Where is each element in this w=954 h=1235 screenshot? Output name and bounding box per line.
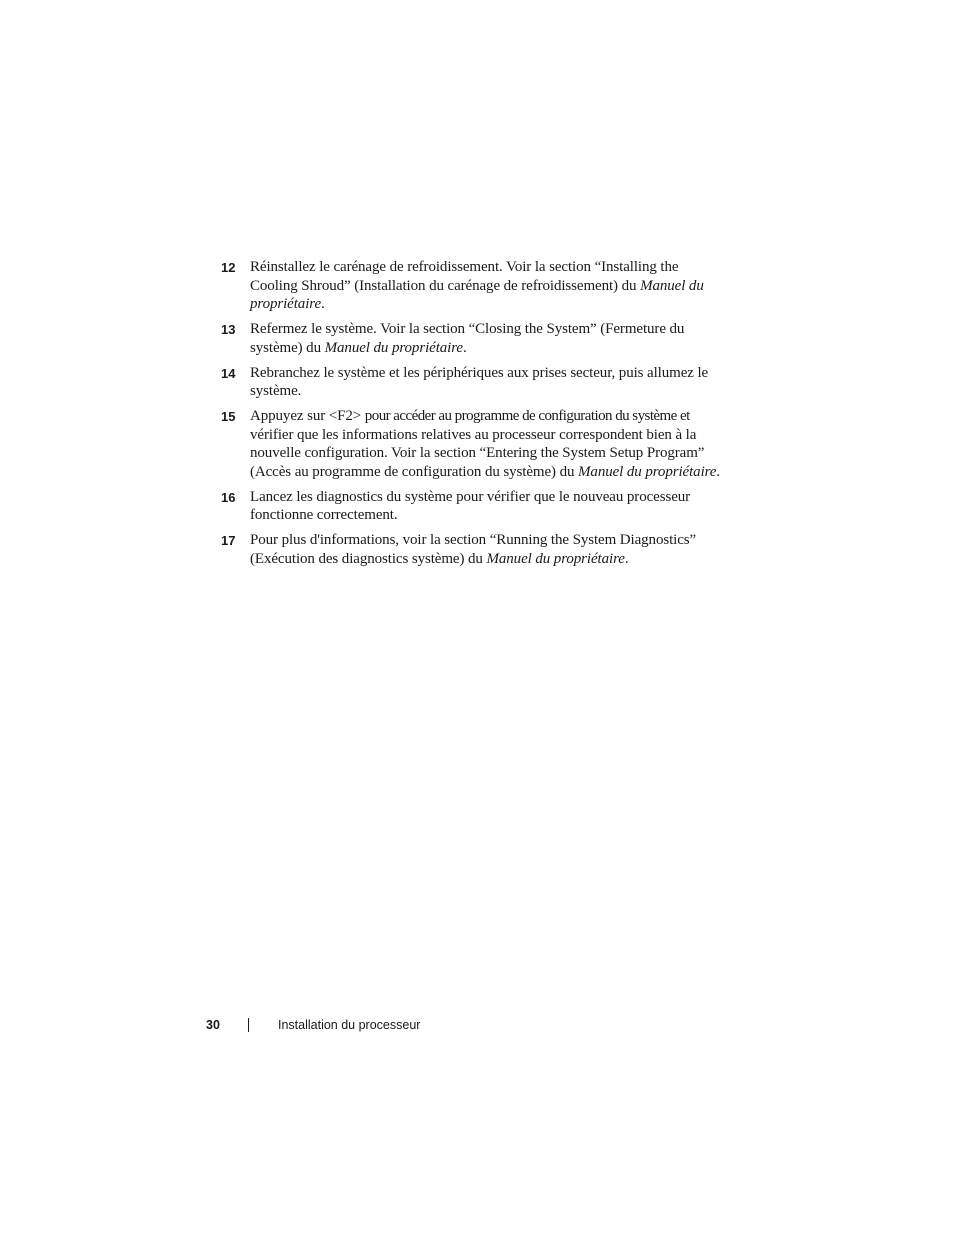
step-body: Lancez les diagnostics du système pour vérifier que le nouveau processeur fonctionne correctement. (250, 488, 691, 524)
footer-divider (248, 1018, 249, 1032)
step-text (250, 258, 721, 314)
step-12 (221, 258, 721, 314)
step-body: Refermez le système. Voir la section “Closing the System” (Fermeture du système) du (250, 321, 685, 356)
step-number: 12 (221, 260, 236, 275)
page-number: 30 (206, 1018, 220, 1032)
procedure-steps (221, 258, 721, 575)
step-13 (221, 320, 721, 357)
step-end: . (462, 339, 467, 356)
step-end: . (321, 296, 325, 313)
page-footer (206, 1015, 420, 1035)
step-14 (221, 364, 721, 401)
step-body-condensed: pour accéder au programme de configuration du système et (364, 407, 690, 424)
section-title: Installation du processeur (278, 1018, 421, 1032)
step-17 (221, 531, 721, 568)
step-15 (221, 407, 721, 482)
step-number: 15 (221, 408, 236, 424)
manual-reference: Manuel du propriétaire (250, 277, 704, 313)
step-text (250, 364, 721, 401)
manual-reference: Manuel du propriétaire (324, 339, 463, 356)
step-number: 16 (221, 489, 236, 505)
manual-reference: Manuel du propriétaire (578, 464, 717, 481)
step-text (250, 488, 721, 525)
step-body: Réinstallez le carénage de refroidissement. Voir la section “Installing the Cooling Shroud” (Installation du carénage de refroidissement) du (250, 259, 679, 294)
step-16 (221, 488, 721, 525)
step-text (250, 407, 721, 482)
step-body: Pour plus d'informations, voir la section “Running the System Diagnostics” (Exécution des diagnostics système) du (250, 532, 697, 567)
step-end: . (716, 464, 721, 481)
step-number: 17 (221, 533, 236, 549)
step-text (250, 320, 721, 357)
step-number: 14 (221, 365, 236, 381)
step-text (250, 531, 721, 568)
step-body: vérifier que les informations relatives au processeur correspondent bien à la nouvelle configuration. Voir la section “Entering the System Setup Program” (Accès au programme de configuration du système) du (250, 426, 705, 481)
step-number: 13 (221, 322, 236, 338)
step-body-start: Appuyez sur <F2> (250, 407, 365, 424)
step-end: . (624, 550, 629, 567)
step-body: Rebranchez le système et les périphériques aux prises secteur, puis allumez le système. (250, 364, 709, 400)
manual-reference: Manuel du propriétaire (486, 550, 625, 567)
